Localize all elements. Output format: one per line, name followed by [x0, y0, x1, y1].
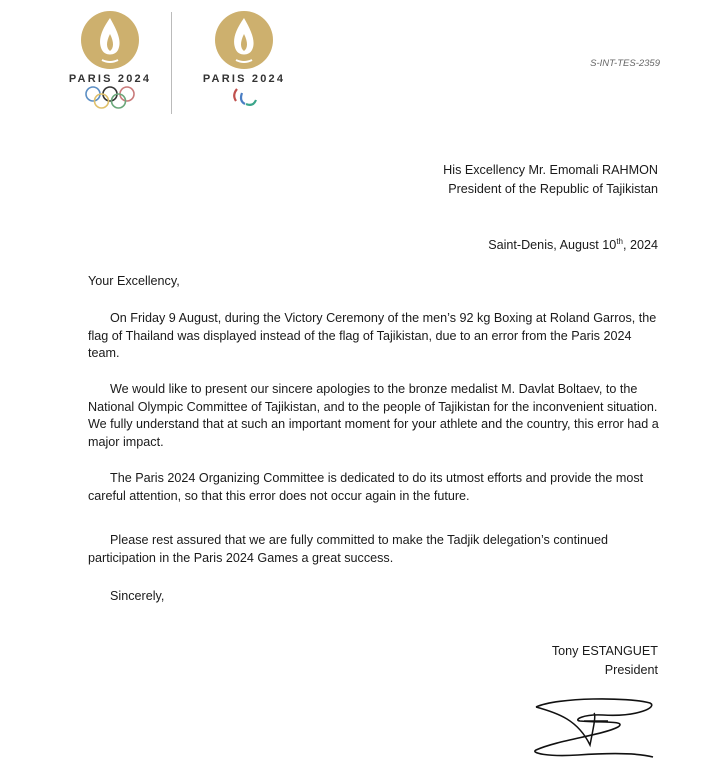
signatory-title: President: [604, 662, 658, 677]
olympic-logo: [54, 10, 166, 114]
recipient-address: [443, 161, 658, 198]
logo-divider: [171, 12, 172, 114]
flame-emblem-icon: [80, 10, 140, 70]
date-year: , 2024: [622, 238, 658, 253]
reference-number: S-INT-TES-2359: [590, 58, 660, 69]
paralympic-logo: [188, 10, 300, 112]
paragraph: Please rest assured that we are fully committed to make the Tadjik delegation’s continued participation in the Paris 2024 Games a great success.: [88, 533, 608, 565]
salutation: Your Excellency,: [88, 274, 180, 288]
flame-emblem-icon: [214, 10, 274, 70]
paragraph: On Friday 9 August, during the Victory Ceremony of the men’s 92 kg Boxing at Roland Garros, the flag of Thailand was displayed instead of the flag of Tajikistan, due to an error from the Paris 2024 team.: [88, 311, 657, 361]
logo-text: PARIS 2024: [202, 73, 286, 85]
signature-image: [528, 695, 663, 763]
paragraph: The Paris 2024 Organizing Committee is dedicated to do its utmost efforts and provide the most careful attention, so that this error does not occur again in the future.: [88, 471, 644, 503]
paragraph: We would like to present our sincere apologies to the bronze medalist M. Davlat Boltaev, to the National Olympic Committee of Tajikistan, and to the people of Tajikistan for the inconvenient situation. We fully understand that at such an important moment for your athlete and the country, this error had a major impact.: [88, 382, 659, 449]
date-text: Saint-Denis, August 10: [488, 238, 617, 253]
agitos-icon: [229, 85, 259, 109]
closing: Sincerely,: [110, 589, 165, 603]
letter-date: [488, 233, 658, 255]
signatory-name: Tony ESTANGUET: [551, 644, 658, 658]
recipient-name: His Excellency Mr. Emomali RAHMON: [443, 163, 658, 177]
logo-text: PARIS 2024: [68, 73, 152, 85]
recipient-title: President of the Republic of Tajikistan: [448, 181, 658, 196]
signatory-block: [552, 642, 658, 679]
olympic-rings-icon: [83, 85, 137, 111]
date-suffix: th: [616, 237, 623, 246]
